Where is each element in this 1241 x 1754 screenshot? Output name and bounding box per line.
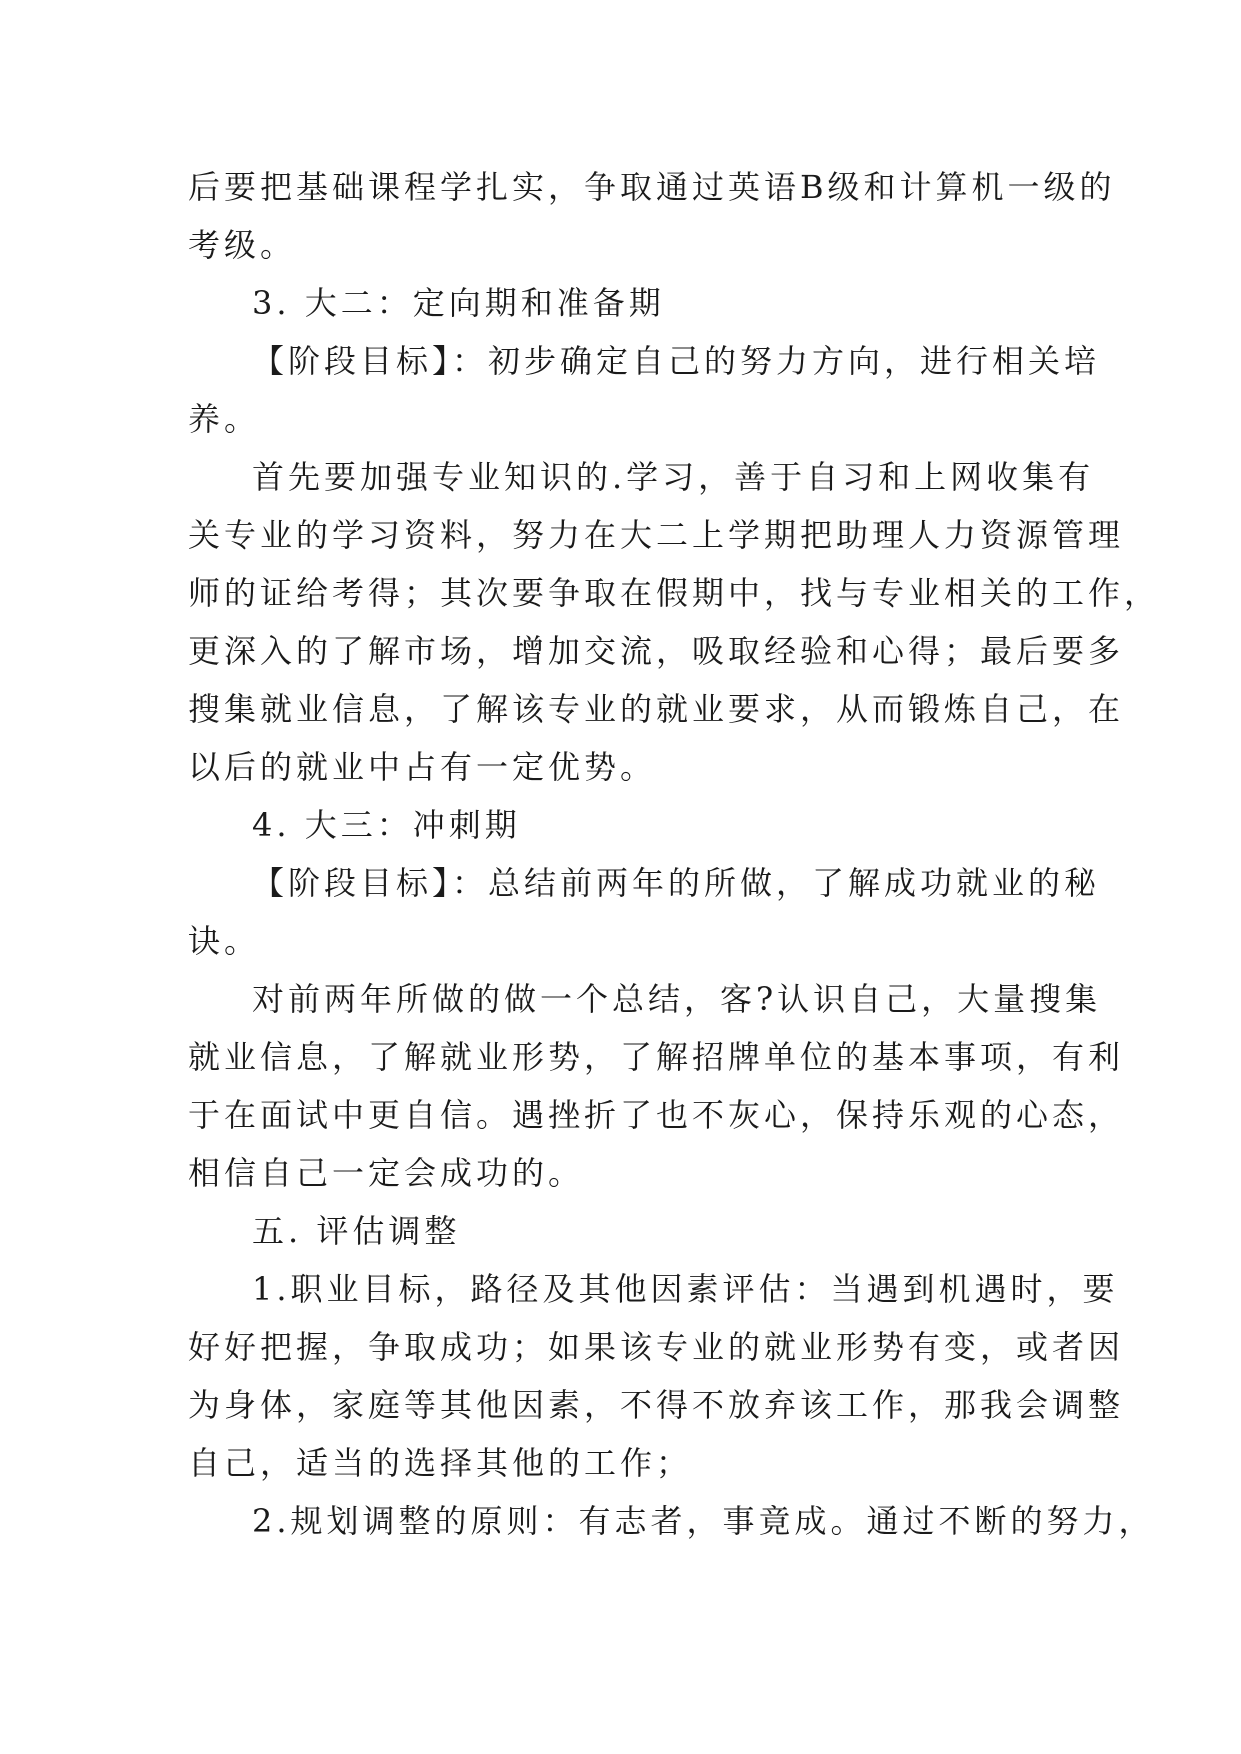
text-line: 养。 bbox=[188, 400, 261, 438]
text-line: 五. 评估调整 bbox=[252, 1212, 461, 1250]
text-line: 考级。 bbox=[188, 226, 297, 264]
text-line: 于在面试中更自信。遇挫折了也不灰心，保持乐观的心态， bbox=[188, 1096, 1125, 1134]
text-line: 2.规划调整的原则：有志者，事竟成。通过不断的努力， bbox=[252, 1502, 1155, 1540]
text-line: 师的证给考得；其次要争取在假期中，找与专业相关的工作， bbox=[188, 574, 1161, 612]
text-line: 就业信息，了解就业形势，了解招牌单位的基本事项，有利 bbox=[188, 1038, 1125, 1076]
document-body bbox=[188, 158, 1161, 1550]
text-line: 自己，适当的选择其他的工作； bbox=[188, 1444, 693, 1482]
text-line: 相信自己一定会成功的。 bbox=[188, 1154, 585, 1192]
text-line: 【阶段目标】：初步确定自己的努力方向，进行相关培 bbox=[252, 342, 1101, 380]
text-line: 4. 大三：冲刺期 bbox=[252, 806, 521, 844]
text-line: 3. 大二：定向期和准备期 bbox=[252, 284, 665, 322]
text-line: 后要把基础课程学扎实，争取通过英语B级和计算机一级的 bbox=[188, 168, 1116, 206]
text-line: 以后的就业中占有一定优势。 bbox=[188, 748, 657, 786]
text-line: 好好把握，争取成功；如果该专业的就业形势有变，或者因 bbox=[188, 1328, 1125, 1366]
text-line: 对前两年所做的做一个总结，客?认识自己，大量搜集 bbox=[252, 980, 1102, 1018]
text-line: 诀。 bbox=[188, 922, 261, 960]
text-line: 搜集就业信息，了解该专业的就业要求，从而锻炼自己，在 bbox=[188, 690, 1125, 728]
text-line: 关专业的学习资料，努力在大二上学期把助理人力资源管理 bbox=[188, 516, 1125, 554]
text-line: 为身体，家庭等其他因素，不得不放弃该工作，那我会调整 bbox=[188, 1386, 1125, 1424]
text-line: 首先要加强专业知识的.学习，善于自习和上网收集有 bbox=[252, 458, 1095, 496]
text-line: 1.职业目标，路径及其他因素评估：当遇到机遇时，要 bbox=[252, 1270, 1119, 1308]
text-line: 更深入的了解市场，增加交流，吸取经验和心得；最后要多 bbox=[188, 632, 1125, 670]
text-line: 【阶段目标】：总结前两年的所做，了解成功就业的秘 bbox=[252, 864, 1101, 902]
